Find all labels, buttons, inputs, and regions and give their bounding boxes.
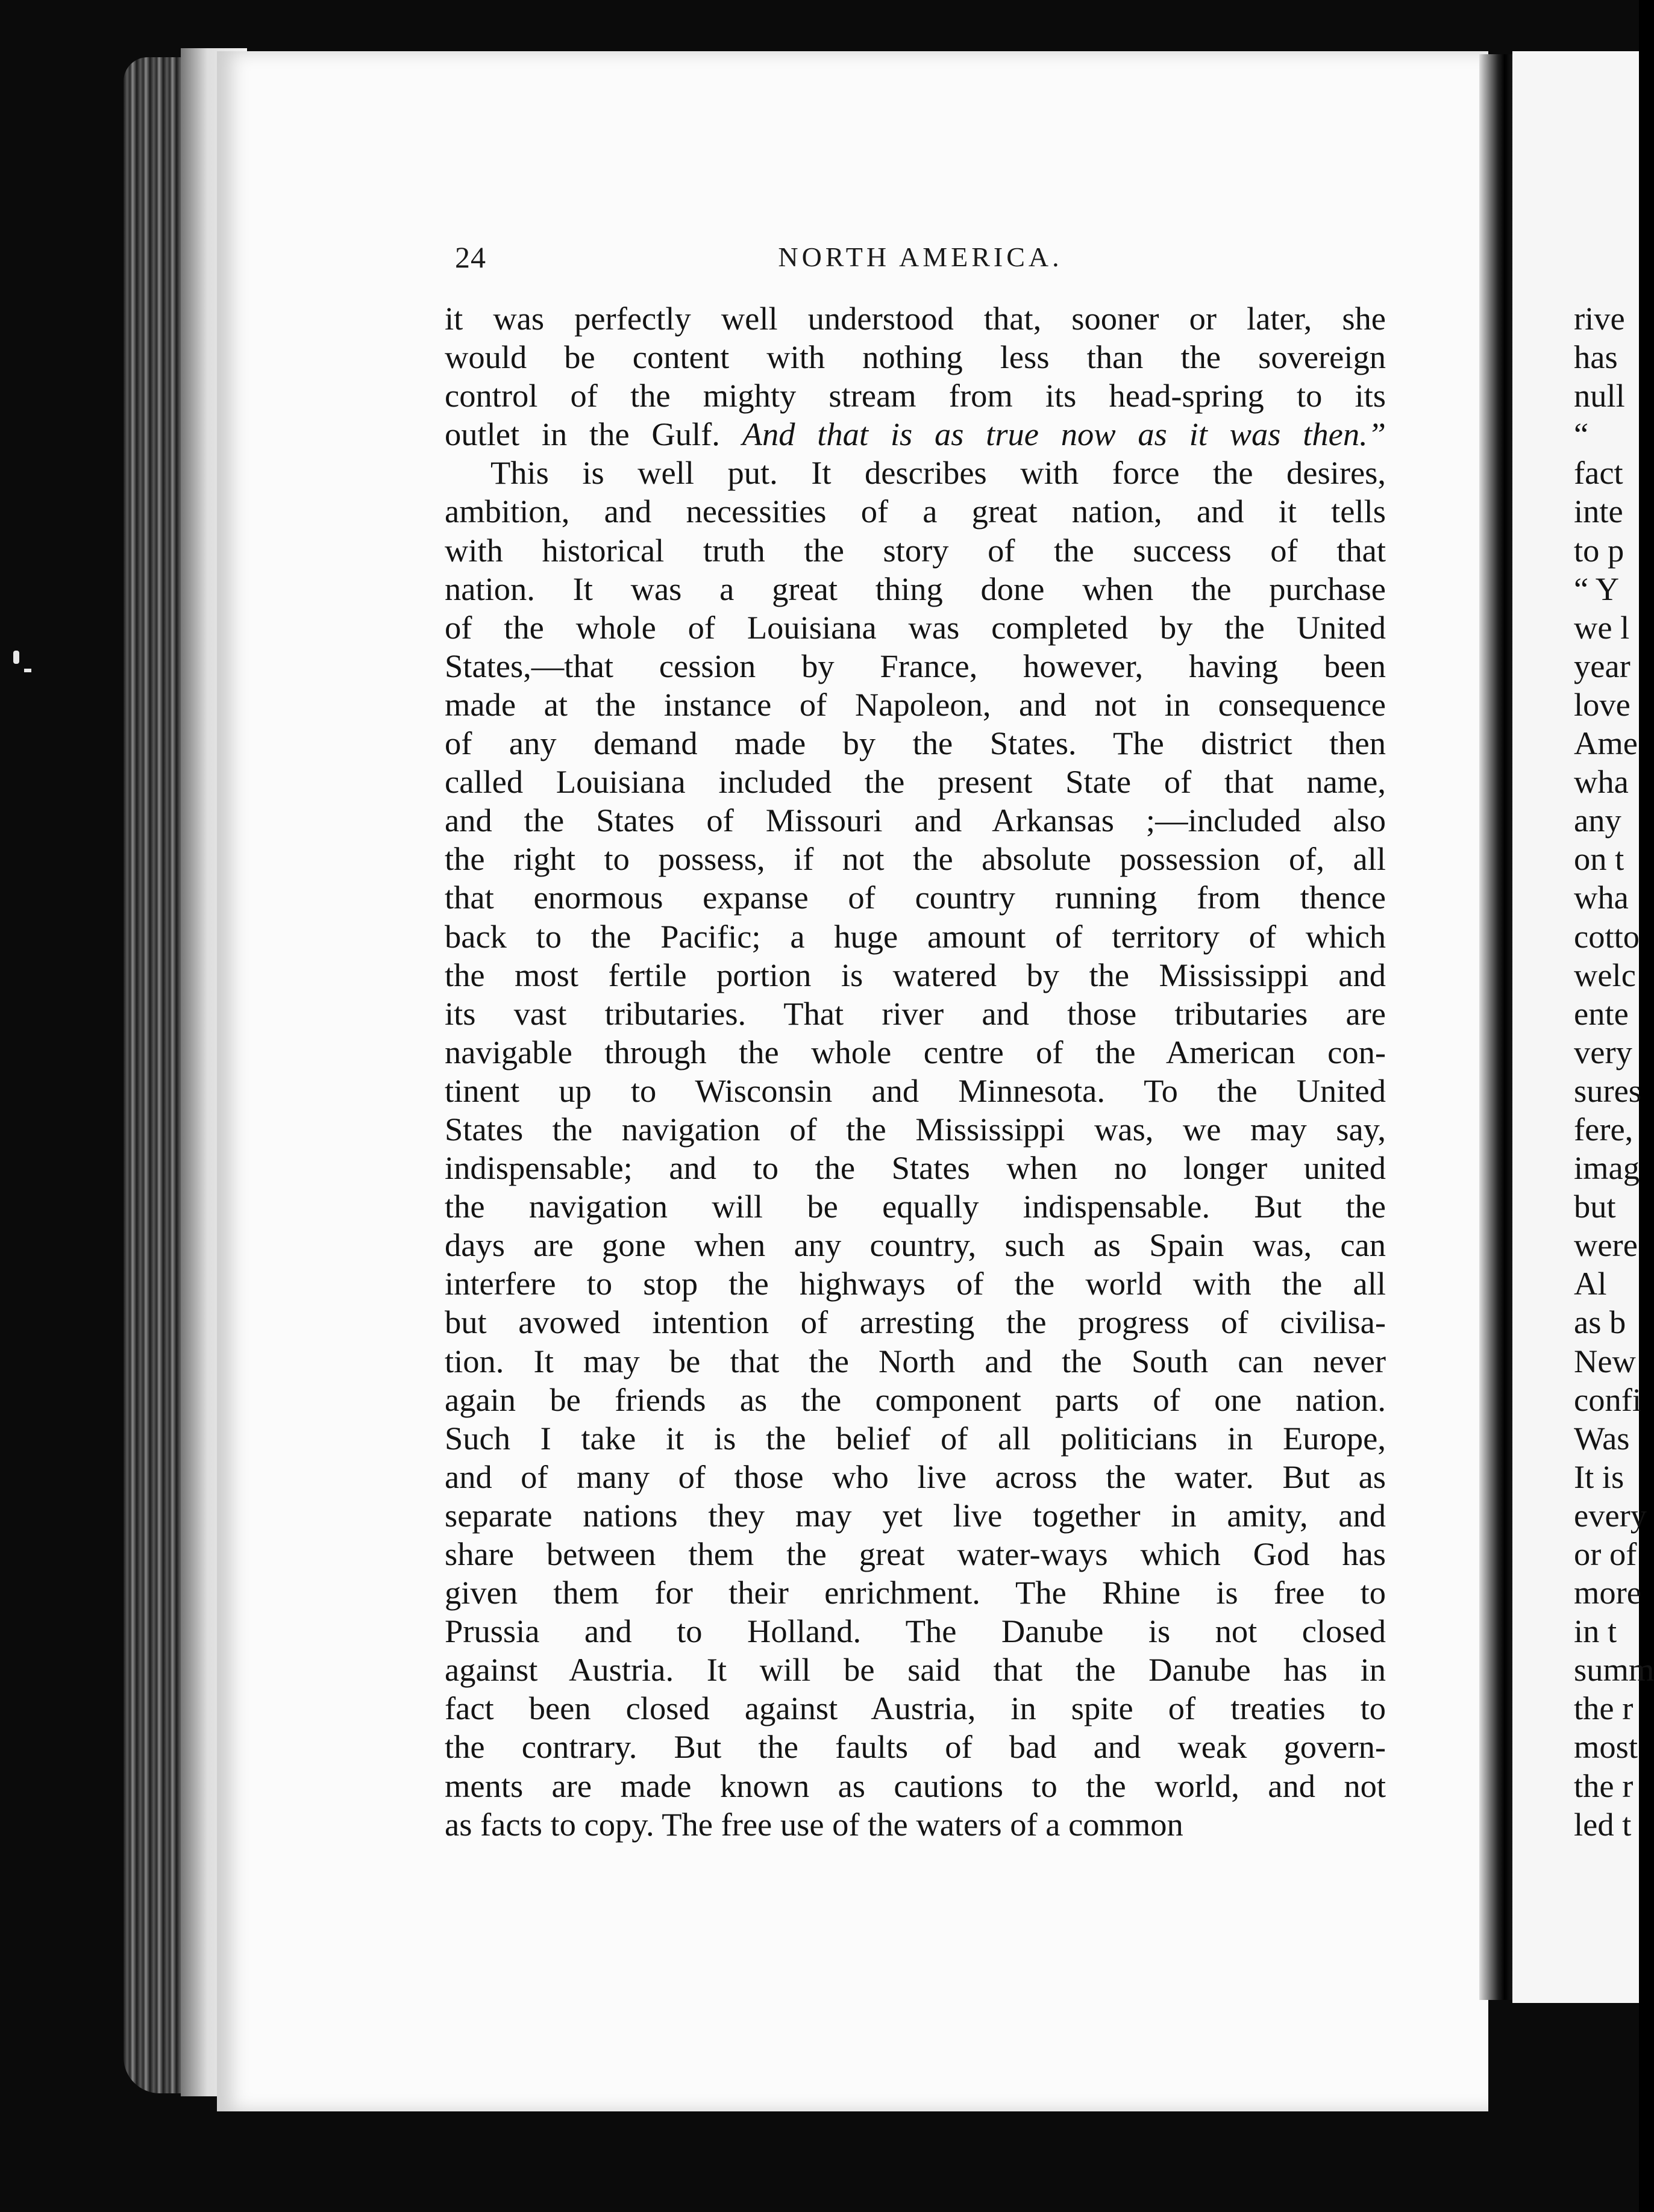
- facing-text-line: It is: [1574, 1458, 1624, 1495]
- text-line: the most fertile portion is watered by the Mississippi and: [445, 956, 1386, 993]
- text-line: again be friends as the component parts of one nation.: [445, 1381, 1386, 1418]
- italic-quote: And that is as true now as it was then.”: [742, 416, 1386, 453]
- facing-text-line: more: [1574, 1574, 1641, 1611]
- facing-text-line: any: [1574, 802, 1621, 839]
- text-line: [445, 415, 1386, 454]
- facing-text-line: were: [1574, 1226, 1638, 1264]
- page-title: NORTH AMERICA.: [778, 242, 1063, 272]
- facing-text-line: has: [1574, 339, 1618, 376]
- text-line: days are gone when any country, such as Spain was, can: [445, 1226, 1386, 1264]
- facing-text-line: Was: [1574, 1419, 1630, 1457]
- page-number: 24: [455, 240, 486, 274]
- facing-text-line: we l: [1574, 608, 1630, 646]
- text-line: This is well put. It describes with force the desires,: [490, 454, 1386, 492]
- text-line: States the navigation of the Mississippi was, we may say,: [445, 1110, 1386, 1148]
- text-line: against Austria. It will be said that the Danube has in: [445, 1651, 1386, 1689]
- facing-text-line: Ame: [1574, 725, 1638, 762]
- text-line: called Louisiana included the present State of that name,: [445, 763, 1386, 801]
- text-line: States,—that cession by France, however, having been: [445, 647, 1386, 684]
- facing-text-line: on t: [1574, 840, 1624, 878]
- facing-text-line: to p: [1574, 531, 1624, 569]
- facing-text-line: wha: [1574, 763, 1629, 801]
- text-line: with historical truth the story of the success of that: [445, 531, 1386, 569]
- text-line: share between them the great water-ways which God has: [445, 1536, 1386, 1572]
- facing-text-line: summ: [1574, 1651, 1654, 1689]
- scan-bottom-border: [0, 2111, 1639, 2212]
- text-line: would be content with nothing less than the sovereign: [445, 339, 1386, 376]
- facing-text-line: “ Y: [1574, 570, 1620, 607]
- facing-text-line: ente: [1574, 995, 1629, 1032]
- text-line: given them for their enrichment. The Rhine is free to: [445, 1574, 1386, 1611]
- body-text: [445, 299, 1386, 1844]
- facing-text-line: wha: [1574, 879, 1629, 916]
- facing-text-line: confi: [1574, 1381, 1641, 1418]
- facing-text-line: very: [1574, 1033, 1632, 1070]
- running-head: [455, 240, 1386, 276]
- facing-text-line: sures: [1574, 1072, 1642, 1109]
- facing-text-line: Al: [1574, 1265, 1607, 1302]
- text-line: indispensable; and to the States when no longer united: [445, 1149, 1386, 1187]
- facing-text-line: imag: [1574, 1149, 1640, 1187]
- text-line: of any demand made by the States. The district then: [445, 725, 1386, 762]
- text-line: the navigation will be equally indispensable. But the: [445, 1188, 1386, 1225]
- text-line: tion. It may be that the North and the South can never: [445, 1342, 1386, 1379]
- text-line: the right to possess, if not the absolute possession of, all: [445, 840, 1386, 878]
- facing-text-line: rive: [1574, 300, 1625, 337]
- text-line: it was perfectly well understood that, sooner or later, she: [445, 300, 1386, 337]
- text-line: nation. It was a great thing done when the purchase: [445, 570, 1386, 607]
- facing-text-line: led t: [1574, 1805, 1632, 1843]
- facing-text-line: cotto: [1574, 917, 1640, 955]
- facing-page-text: [1574, 299, 1654, 1844]
- text-line: as facts to copy. The free use of the waters of a common: [445, 1805, 1183, 1843]
- text-line: tinent up to Wisconsin and Minnesota. To the United: [445, 1072, 1386, 1109]
- text-line: but avowed intention of arresting the progress of civilisa-: [445, 1304, 1386, 1341]
- text-line: Such I take it is the belief of all politicians in Europe,: [445, 1419, 1386, 1457]
- facing-text-line: love: [1574, 686, 1631, 723]
- text-line: interfere to stop the highways of the world with the all: [445, 1265, 1386, 1302]
- facing-text-line: or of: [1574, 1536, 1637, 1572]
- facing-text-line: New: [1574, 1342, 1636, 1379]
- scan-speck: [13, 651, 19, 664]
- facing-text-line: every: [1574, 1496, 1647, 1534]
- text-line: separate nations they may yet live together in amity, and: [445, 1496, 1386, 1534]
- text-line: made at the instance of Napoleon, and not in consequence: [445, 686, 1386, 723]
- facing-text-line: inte: [1574, 493, 1623, 530]
- facing-text-line: null: [1574, 377, 1625, 414]
- scan-speck: [24, 669, 31, 672]
- text-line: of the whole of Louisiana was completed by the United: [445, 608, 1386, 646]
- text-line: back to the Pacific; a huge amount of territory of which: [445, 917, 1386, 955]
- text-line: control of the mighty stream from its head-spring to its: [445, 377, 1386, 414]
- facing-text-line: fere,: [1574, 1110, 1634, 1148]
- text-line: its vast tributaries. That river and those tributaries are: [445, 995, 1386, 1032]
- text-line: and of many of those who live across the water. But as: [445, 1458, 1386, 1495]
- facing-text-line: the r: [1574, 1690, 1634, 1727]
- facing-text-line: but: [1574, 1188, 1616, 1225]
- text-line: Prussia and to Holland. The Danube is not closed: [445, 1613, 1386, 1650]
- text-line: fact been closed against Austria, in spite of treaties to: [445, 1690, 1386, 1727]
- facing-text-line: year: [1574, 647, 1631, 684]
- text-line: that enormous expanse of country running from thence: [445, 879, 1386, 916]
- text-line: and the States of Missouri and Arkansas ;—included also: [445, 802, 1386, 839]
- text-line: ments are made known as cautions to the world, and not: [445, 1767, 1386, 1804]
- facing-text-line: fact: [1574, 454, 1623, 492]
- text-line-segment: outlet in the Gulf.: [445, 416, 720, 453]
- facing-text-line: “: [1574, 416, 1589, 453]
- facing-text-line: the r: [1574, 1767, 1634, 1804]
- text-line: ambition, and necessities of a great nation, and it tells: [445, 493, 1386, 530]
- facing-text-line: most: [1574, 1728, 1638, 1766]
- facing-text-line: welc: [1574, 956, 1636, 993]
- text-line: the contrary. But the faults of bad and weak govern-: [445, 1728, 1386, 1766]
- facing-text-line: in t: [1574, 1613, 1617, 1650]
- facing-text-line: as b: [1574, 1304, 1626, 1341]
- text-line: navigable through the whole centre of the American con-: [445, 1033, 1386, 1070]
